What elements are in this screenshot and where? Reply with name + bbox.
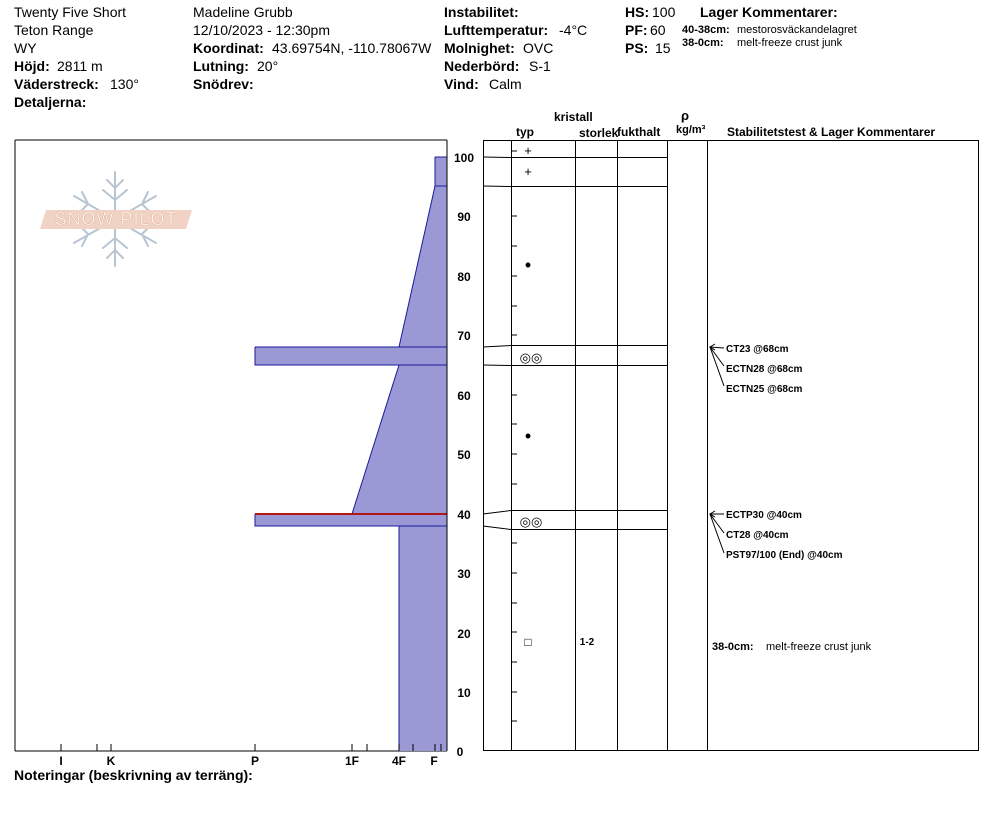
state: WY bbox=[14, 40, 37, 56]
hardness-axis-ticks bbox=[15, 744, 441, 751]
layer-comment-text: mestorosväckandelagret bbox=[737, 24, 857, 36]
col-rho: ρ bbox=[681, 108, 690, 123]
stability-arrows bbox=[710, 344, 724, 553]
hs-value: 100 bbox=[652, 4, 676, 20]
crystal-symbol: ◎◎ bbox=[519, 514, 543, 529]
pf-label: PF: bbox=[625, 22, 648, 38]
air-temp-value: -4°C bbox=[559, 22, 588, 38]
crystal-symbol: □ bbox=[524, 635, 532, 649]
ps-value: 15 bbox=[655, 40, 671, 56]
layer-note-text: melt-freeze crust junk bbox=[766, 641, 872, 653]
hardness-fill bbox=[255, 157, 447, 751]
hardness-profile bbox=[15, 140, 447, 768]
drift-label: Snödrev: bbox=[193, 76, 254, 92]
logo-text: SNOW PILOT bbox=[54, 209, 178, 229]
crystal-symbols bbox=[520, 143, 595, 649]
location-name: Twenty Five Short bbox=[14, 4, 127, 20]
stability-test-label: PST97/100 (End) @40cm bbox=[726, 550, 843, 561]
cloud-label: Molnighet: bbox=[444, 40, 515, 56]
depth-tick-label: 20 bbox=[457, 627, 471, 641]
elevation-value: 2811 m bbox=[57, 58, 103, 74]
crystal-symbol: • bbox=[524, 255, 532, 275]
aspect-label: Väderstreck: bbox=[14, 76, 99, 92]
stability-test-label: CT28 @40cm bbox=[726, 530, 789, 541]
crystal-size: 1-2 bbox=[579, 637, 595, 648]
col-kristall: kristall bbox=[554, 110, 593, 124]
depth-tick-label: 70 bbox=[457, 329, 471, 343]
layer-comment-text: melt-freeze crust junk bbox=[737, 37, 843, 49]
crystal-symbol: + bbox=[524, 143, 532, 158]
hardness-tick-label: 4F bbox=[391, 754, 407, 768]
stability-test-label: ECTN28 @68cm bbox=[726, 364, 803, 375]
depth-tick-label: 80 bbox=[457, 270, 471, 284]
precip-label: Nederbörd: bbox=[444, 58, 520, 74]
ps-label: PS: bbox=[625, 40, 649, 56]
hardness-tick-label: I bbox=[59, 754, 63, 768]
aspect-value: 130° bbox=[110, 76, 139, 92]
depth-tick-label: 40 bbox=[457, 508, 471, 522]
col-density-unit: kg/m³ bbox=[676, 124, 706, 136]
coordinates-value: 43.69754N, -110.78067W bbox=[272, 40, 432, 56]
coordinates-label: Koordinat: bbox=[193, 40, 264, 56]
hardness-tick-label: P bbox=[250, 754, 260, 768]
layer-note-range: 38-0cm: bbox=[712, 641, 754, 653]
crystal-symbol: • bbox=[524, 426, 532, 446]
stability-test-label: CT23 @68cm bbox=[726, 344, 789, 355]
wind-label: Vind: bbox=[444, 76, 479, 92]
hs-label: HS: bbox=[625, 4, 650, 20]
crystal-symbol: ◎◎ bbox=[519, 350, 543, 365]
stability-tests bbox=[726, 344, 843, 561]
depth-tick-label: 50 bbox=[457, 448, 471, 462]
col-fukthalt: fukthalt bbox=[617, 125, 661, 139]
cloud-value: OVC bbox=[523, 40, 554, 56]
col-storlek: storlek bbox=[579, 126, 619, 140]
hardness-tick-label: 1F bbox=[344, 754, 360, 768]
depth-tick-label: 100 bbox=[453, 151, 475, 165]
details-label: Detaljerna: bbox=[14, 94, 87, 110]
layer-comment-range: 38-0cm: bbox=[682, 37, 724, 49]
crystal-symbol: + bbox=[524, 164, 532, 179]
depth-tick-label: 60 bbox=[457, 389, 471, 403]
observer-name: Madeline Grubb bbox=[193, 4, 293, 20]
precip-value: S-1 bbox=[529, 58, 551, 74]
col-typ: typ bbox=[516, 125, 534, 139]
terrain-notes-label: Noteringar (beskrivning av terräng): bbox=[14, 767, 253, 783]
layer-comments-title: Lager Kommentarer: bbox=[700, 4, 838, 20]
layer-comment-range: 40-38cm: bbox=[682, 24, 730, 36]
depth-axis bbox=[454, 151, 474, 759]
observation-datetime: 12/10/2023 - 12:30pm bbox=[193, 22, 330, 38]
elevation-label: Höjd: bbox=[14, 58, 50, 74]
air-temp-label: Lufttemperatur: bbox=[444, 22, 549, 38]
depth-tick-label: 90 bbox=[457, 210, 471, 224]
mountain-range: Teton Range bbox=[14, 22, 94, 38]
depth-tick-label: 30 bbox=[457, 567, 471, 581]
layer-table bbox=[483, 140, 979, 751]
slope-value: 20° bbox=[257, 58, 279, 74]
instability-label: Instabilitet: bbox=[444, 4, 519, 20]
stability-test-label: ECTN25 @68cm bbox=[726, 384, 803, 395]
slope-label: Lutning: bbox=[193, 58, 249, 74]
depth-tick-label: 10 bbox=[457, 686, 471, 700]
col-stability: Stabilitetstest & Lager Kommentarer bbox=[727, 125, 936, 139]
depth-tick-label: 0 bbox=[456, 745, 464, 759]
hardness-tick-label: F bbox=[430, 754, 438, 768]
pf-value: 60 bbox=[650, 22, 666, 38]
wind-value: Calm bbox=[489, 76, 522, 92]
hardness-tick-label: K bbox=[106, 754, 116, 768]
stability-test-label: ECTP30 @40cm bbox=[726, 510, 802, 521]
